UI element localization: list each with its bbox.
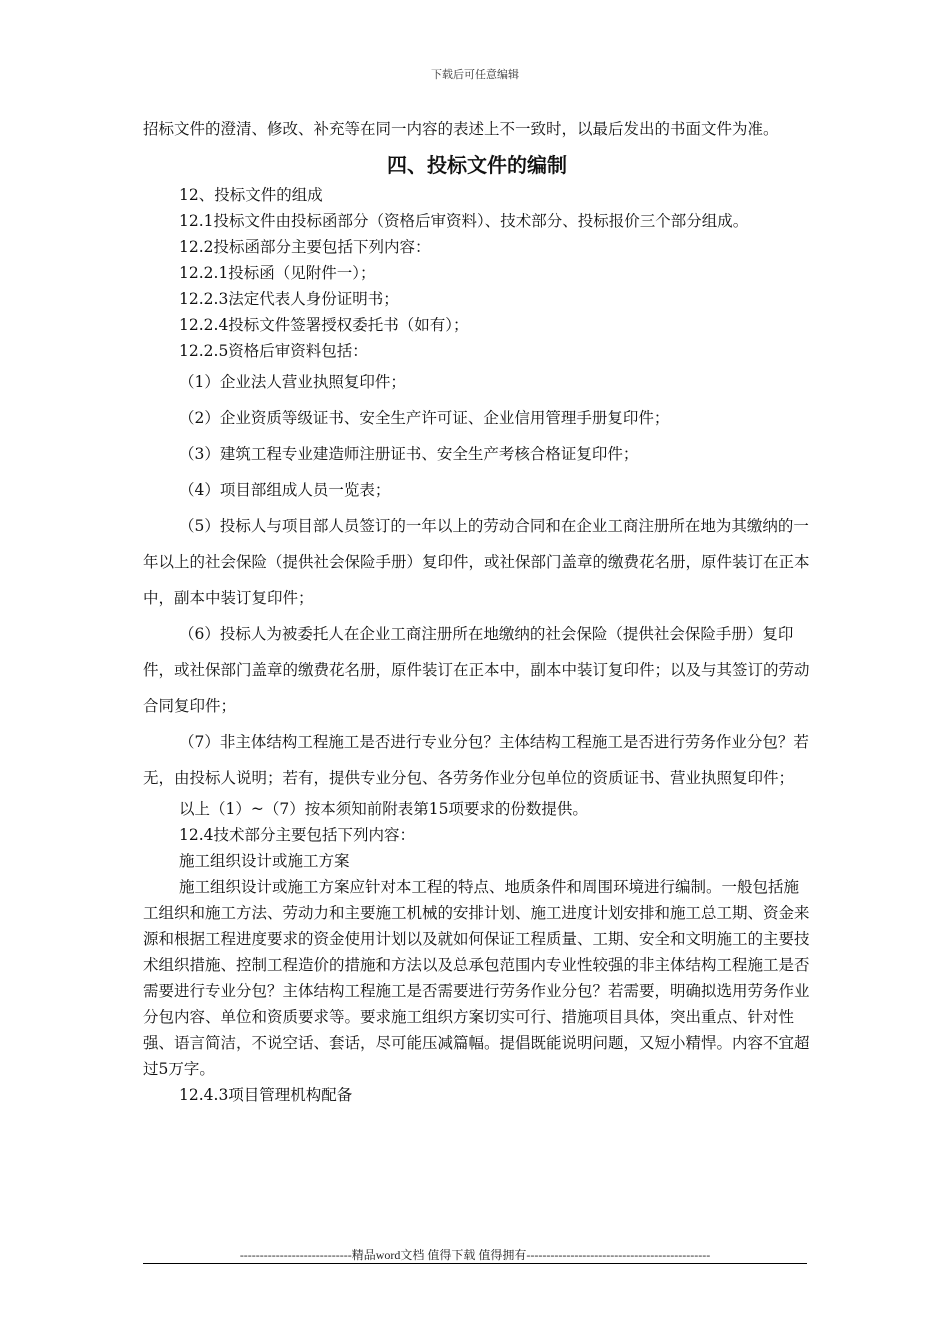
paragraph: 以上（1）~（7）按本须知前附表第15项要求的份数提供。 — [179, 800, 588, 818]
paragraph: 12.2.5资格后审资料包括： — [179, 342, 368, 360]
paragraph: 12、投标文件的组成 — [179, 186, 323, 204]
list-item: （4）项目部组成人员一览表； — [179, 481, 391, 499]
paragraph: 施工组织设计或施工方案应针对本工程的特点、地质条件和周围环境进行编制。一般包括施工组织和施工方法、劳动力和主要施工机械的安排计划、施工进度计划安排和施工总工期、资金来源和根据工程进度要求的资金使用计划以及就如何保证工程质量、工期、安全和文明施工的主要技术组织措施、控制工程造价的措施和方法以及总承包范围内专业性较强的非主体结构工程施工是否需要进行专业分包？主体结构工程施工是否需要进行劳务作业分包？若需要，明确拟选用劳务作业分包内容、单位和资质要求等。要求施工组织方案切实可行、措施项目具体，突出重点、针对性强、语言简洁，不说空话、套话，尽可能压减篇幅。提倡既能说明问题，又短小精悍。内容不宜超过5万字。 — [143, 878, 810, 1078]
header-note: 下载后可任意编辑 — [431, 68, 519, 81]
list-item: （6）投标人为被委托人在企业工商注册所在地缴纳的社会保险（提供社会保险手册）复印件，或社保部门盖章的缴费花名册，原件装订在正本中，副本中装订复印件；以及与其签订的劳动合同复印件； — [143, 625, 810, 715]
list-item: （2）企业资质等级证书、安全生产许可证、企业信用管理手册复印件； — [179, 409, 670, 427]
footer-note: ----------------------------精品word文档 值得下载 值得拥有---------------------------------------------- — [239, 1248, 711, 1262]
document-body — [143, 116, 811, 1108]
paragraph: 12.1投标文件由投标函部分（资格后审资料）、技术部分、投标报价三个部分组成。 — [179, 212, 749, 230]
paragraph: 12.2.4投标文件签署授权委托书（如有）； — [179, 316, 469, 334]
list-item: （5）投标人与项目部人员签订的一年以上的劳动合同和在企业工商注册所在地为其缴纳的一年以上的社会保险（提供社会保险手册）复印件，或社保部门盖章的缴费花名册，原件装订在正本中，副本中装订复印件； — [143, 517, 810, 607]
list-item: （3）建筑工程专业建造师注册证书、安全生产考核合格证复印件； — [179, 445, 639, 463]
footer-divider — [143, 1263, 807, 1264]
paragraph: 施工组织设计或施工方案 — [179, 852, 350, 870]
list-item: （7）非主体结构工程施工是否进行专业分包？主体结构工程施工是否进行劳务作业分包？若无，由投标人说明；若有，提供专业分包、各劳务作业分包单位的资质证书、营业执照复印件； — [143, 733, 809, 787]
paragraph: 招标文件的澄清、修改、补充等在同一内容的表述上不一致时，以最后发出的书面文件为准。 — [143, 120, 779, 138]
paragraph: 12.4.3项目管理机构配备 — [179, 1086, 353, 1104]
section-heading: 四、投标文件的编制 — [387, 153, 567, 177]
paragraph: 12.4技术部分主要包括下列内容： — [179, 826, 416, 844]
list-item: （1）企业法人营业执照复印件； — [179, 373, 406, 391]
paragraph: 12.2.1投标函（见附件一）； — [179, 264, 376, 282]
paragraph: 12.2投标函部分主要包括下列内容： — [179, 238, 431, 256]
paragraph: 12.2.3法定代表人身份证明书； — [179, 290, 399, 308]
